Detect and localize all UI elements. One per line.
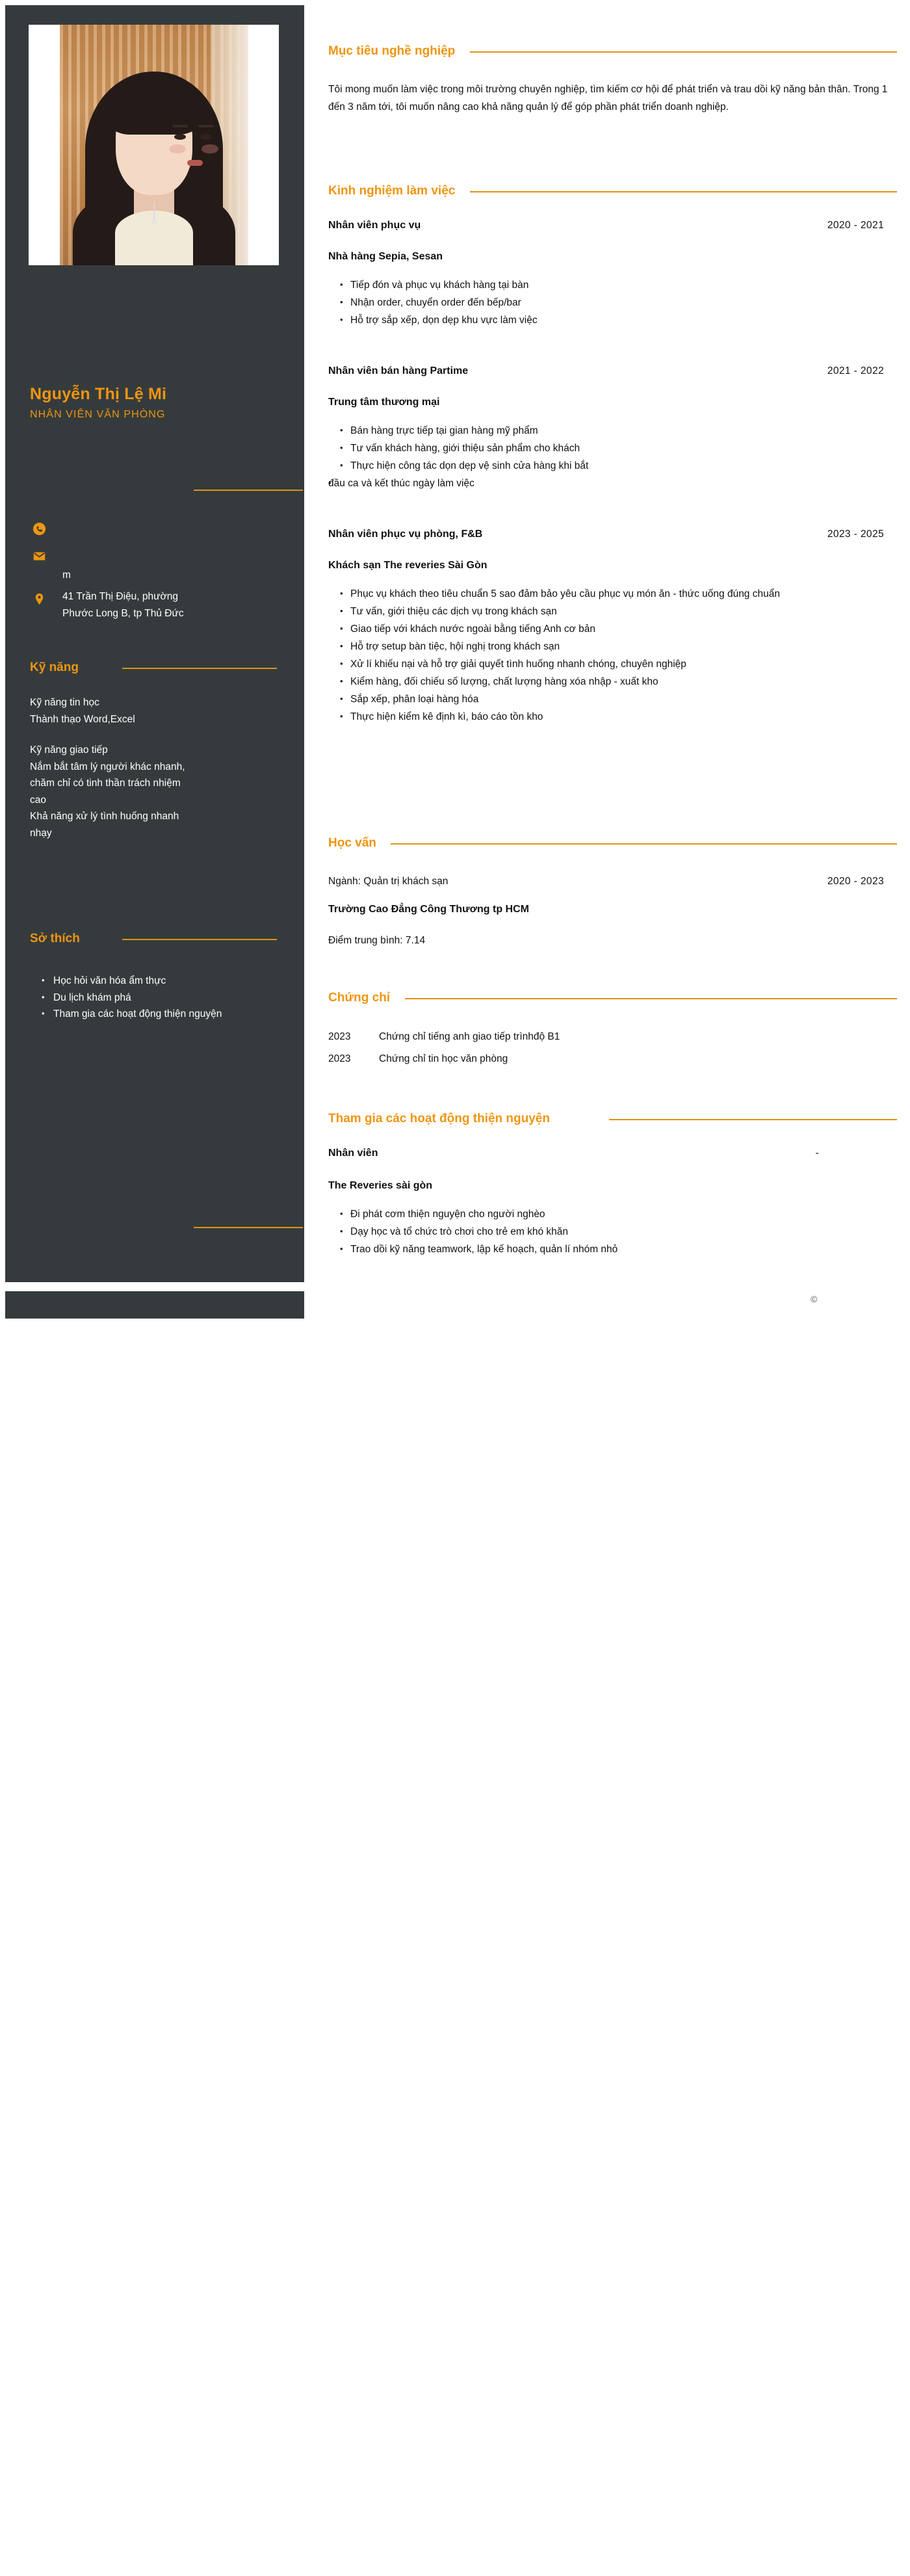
certificate-year: 2023 (328, 1053, 351, 1064)
phone-icon (32, 522, 46, 536)
volunteer-bullets (340, 1205, 909, 1258)
hobbies-list (42, 973, 283, 1023)
sidebar-divider-bottom (194, 1227, 303, 1228)
job-date: 2020 - 2021 (827, 220, 884, 231)
skills-line: Kỹ năng giao tiếp (30, 744, 108, 756)
photo-lips (187, 160, 203, 166)
photo-eyebrow-right (198, 125, 214, 127)
volunteer-role: Nhân viên - (328, 1148, 819, 1159)
email-value: m (62, 570, 71, 581)
main-content (328, 0, 910, 1339)
job-title: Nhân viên phục vụ 2020 - 2021 (328, 220, 884, 231)
list-item: • Tư vấn, giới thiệu các dịch vụ trong khách sạn (340, 603, 896, 620)
list-item: • Xử lí khiếu nại và hỗ trợ giải quyết tình huống nhanh chóng, chuyên nghiệp (340, 655, 896, 673)
sidebar-divider-top (194, 490, 303, 491)
list-item: • Phục vụ khách theo tiêu chuẩn 5 sao đảm bảo yêu cầu phục vụ món ăn - thức uống đúng chuẩn (340, 585, 896, 603)
objective-text: Tôi mong muốn làm việc trong môi trường chuyên nghiệp, tìm kiếm cơ hội để phát triển và trau dồi kỹ năng bản thân. Trong 1 đến 3 năm tới, tôi muốn nâng cao khả năng quản lý để góp phần phát triển doanh nghiệp. (328, 84, 888, 112)
volunteer-heading-rule (609, 1119, 897, 1120)
job-company: Khách sạn The reveries Sài Gòn (328, 560, 488, 571)
certificates-list (328, 1026, 897, 1070)
objective-heading-rule (470, 51, 897, 53)
education-heading-rule (391, 843, 897, 845)
list-item: • Giao tiếp với khách nước ngoài bằng tiếng Anh cơ bản (340, 620, 896, 638)
list-item: • Sắp xếp, phân loại hàng hóa (340, 690, 896, 708)
job-title: Nhân viên phục vụ phòng, F&B 2023 - 2025 (328, 529, 884, 540)
list-item: • Học hỏi văn hóa ẩm thực (42, 973, 283, 990)
volunteer-organization: The Reveries sài gòn (328, 1180, 433, 1191)
skills-line: Thành thạo Word,Excel (30, 713, 135, 725)
education-gpa: Điểm trung bình: 7.14 (328, 935, 426, 946)
address-value (62, 588, 290, 622)
skills-spacer (30, 728, 285, 742)
skills-line: Kỹ năng tin học (30, 697, 99, 708)
job-date: 2021 - 2022 (827, 365, 884, 376)
photo-blush-right (202, 144, 218, 153)
address-line-2: Phước Long B, tp Thủ Đức (62, 608, 184, 619)
skills-body (30, 694, 285, 841)
volunteer-heading: Tham gia các hoạt động thiện nguyện (328, 1112, 550, 1125)
certificate-year: 2023 (328, 1031, 351, 1042)
job-title: Nhân viên bán hàng Partime 2021 - 2022 (328, 365, 884, 376)
profile-photo-image (60, 25, 248, 265)
education-heading: Học vấn (328, 836, 376, 850)
list-item: • Kiểm hàng, đối chiếu số lượng, chất lượng hàng xóa nhập - xuất kho (340, 673, 896, 690)
list-item: • Tham gia các hoạt động thiện nguyện (42, 1006, 283, 1023)
profile-job-title: NHÂN VIÊN VĂN PHÒNG (30, 409, 166, 420)
list-item: • Du lịch khám phá (42, 990, 283, 1006)
volunteer-date: - (815, 1148, 819, 1159)
job-bullets (340, 276, 909, 329)
experience-job (328, 220, 897, 231)
list-item: • Thực hiện công tác dọn dẹp vệ sinh cửa hàng khi bắt (340, 457, 909, 475)
sidebar-continuation-block (5, 1291, 304, 1319)
list-item: • Bán hàng trực tiếp tại gian hàng mỹ phẩm (340, 422, 909, 440)
experience-heading: Kinh nghiệm làm việc (328, 184, 456, 198)
list-item: • Tư vấn khách hàng, giới thiệu sản phẩm cho khách (340, 440, 909, 457)
copyright-icon: © (811, 1294, 818, 1304)
photo-necklace-pendant (151, 218, 157, 224)
list-item: • Thực hiện kiểm kê định kì, báo cáo tồn kho (340, 708, 896, 726)
email-icon (32, 549, 46, 563)
skills-line: nhạy (30, 827, 52, 839)
skills-heading: Kỹ năng (30, 661, 79, 674)
certificates-heading: Chứng chỉ (328, 991, 391, 1005)
skills-line: Nắm bắt tâm lý người khác nhanh, (30, 761, 185, 772)
hobbies-heading: Sở thích (30, 932, 80, 945)
address-line-1: 41 Trần Thị Điệu, phường (62, 591, 178, 602)
list-item: • Trao dồi kỹ năng teamwork, lập kế hoạch, quản lí nhóm nhỏ (340, 1241, 909, 1258)
education-entry (328, 873, 897, 890)
job-bullets (340, 585, 896, 726)
certificates-heading-rule (405, 998, 897, 999)
education-major: Ngành: Quản trị khách sạn 2020 - 2023 (328, 873, 897, 890)
list-item: • Dạy học và tổ chức trò chơi cho trẻ em khó khăn (340, 1223, 909, 1241)
avatar (29, 25, 279, 265)
table-row (328, 1026, 897, 1048)
education-date: 2020 - 2023 (827, 876, 884, 887)
sidebar (5, 5, 304, 1282)
table-row (328, 1048, 897, 1070)
certificate-name: Chứng chỉ tin học văn phòng (379, 1053, 508, 1064)
certificate-name: Chứng chỉ tiếng anh giao tiếp trìnhđộ B1 (379, 1031, 560, 1042)
education-school: Trường Cao Đẳng Công Thương tp HCM (328, 904, 529, 915)
job-company: Nhà hàng Sepia, Sesan (328, 251, 443, 262)
objective-heading: Mục tiêu nghề nghiệp (328, 44, 456, 58)
list-item: • Hỗ trợ sắp xếp, dọn dẹp khu vực làm việc (340, 311, 909, 329)
profile-name: Nguyễn Thị Lệ Mi (30, 385, 167, 403)
list-item: • Tiếp đón và phục vụ khách hàng tại bàn (340, 276, 909, 294)
photo-necklace-chain (153, 202, 155, 220)
location-pin-icon (32, 592, 46, 606)
list-item: • Hỗ trợ setup bàn tiệc, hội nghị trong khách sạn (340, 638, 896, 655)
experience-heading-rule (470, 191, 897, 192)
list-item: • Đi phát cơm thiện nguyện cho người nghèo (340, 1205, 909, 1223)
volunteer-entry (328, 1148, 897, 1159)
job-bullet-wrap-line: • đầu ca và kết thúc ngày làm việc (328, 475, 909, 492)
list-item: • Nhận order, chuyển order đến bếp/bar (340, 294, 909, 311)
job-date: 2023 - 2025 (827, 529, 884, 540)
job-company: Trung tâm thương mại (328, 397, 440, 408)
skills-line: chăm chỉ có tinh thần trách nhiệm (30, 778, 181, 789)
experience-job (328, 529, 897, 540)
skills-line: Khả năng xử lý tình huống nhanh (30, 811, 179, 822)
photo-blush-left (169, 144, 186, 153)
job-bullets (328, 422, 909, 492)
skills-line: cao (30, 794, 46, 806)
experience-job (328, 365, 897, 377)
photo-eyebrow-left (172, 125, 188, 127)
hobbies-heading-rule (122, 939, 277, 940)
photo-eye-right (200, 134, 212, 140)
photo-eye-left (174, 134, 186, 140)
skills-heading-rule (122, 668, 277, 669)
